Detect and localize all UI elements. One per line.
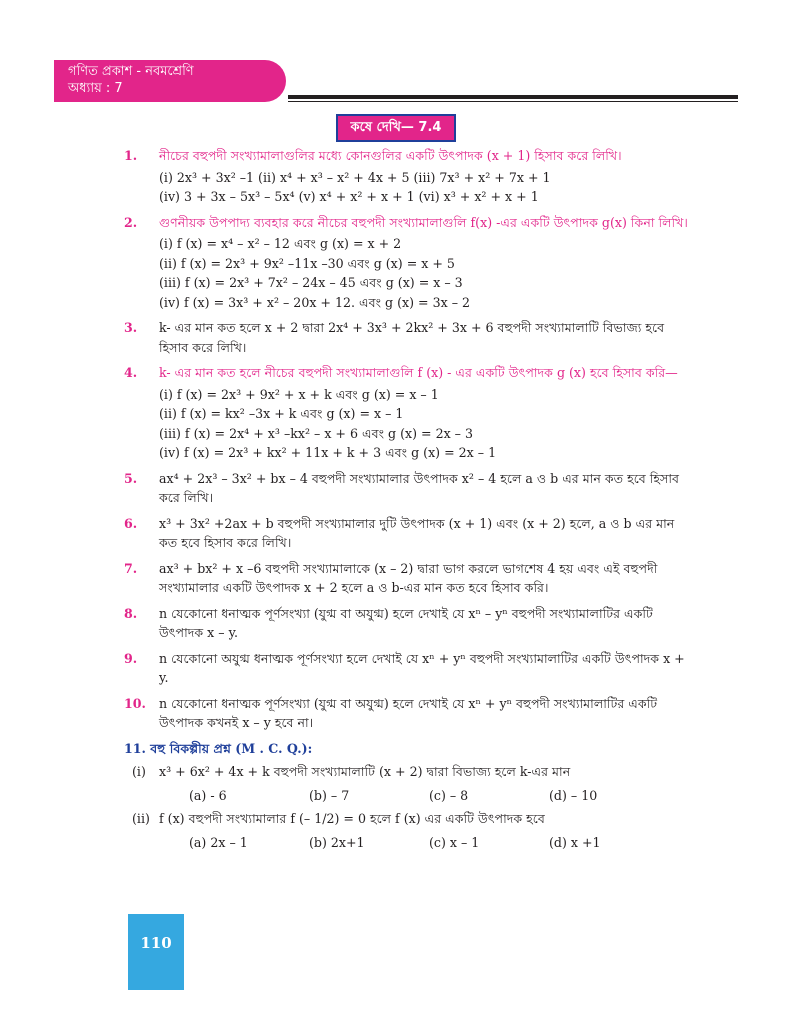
mcq-question: f (x) বহুপদী সংখ্যামালার f (– 1/2) = 0 হলে f (x) এর একটি উৎপাদক হবে bbox=[159, 811, 545, 826]
question-5 bbox=[124, 469, 694, 508]
header-rule-thin bbox=[288, 101, 738, 102]
mcq-options bbox=[159, 786, 694, 806]
question-6 bbox=[124, 514, 694, 553]
mcq-option: (b) – 7 bbox=[309, 787, 350, 803]
question-8 bbox=[124, 604, 694, 643]
question-1 bbox=[124, 146, 694, 207]
question-number: 3. bbox=[124, 320, 138, 335]
mcq-option: (d) – 10 bbox=[549, 787, 598, 803]
page-number-box bbox=[128, 914, 184, 990]
question-number: 9. bbox=[124, 650, 138, 666]
mcq-options bbox=[159, 833, 694, 853]
question-part: (iv) 3 + 3x – 5x³ – 5x⁴ (v) x⁴ + x² + x + 1 (vi) x³ + x² + x + 1 bbox=[159, 189, 539, 204]
mcq-heading: 11. বহু বিকল্পীয় প্রশ্ন (M . C. Q.): bbox=[124, 740, 313, 756]
question-text: ax³ + bx² + x –6 বহুপদী সংখ্যামালাকে (x – 2) দ্বারা ভাগ করলে ভাগশেষ 4 হয় এবং এই বহুপদী সংখ্যামালার একটি উৎপাদক x + 2 হলে a ও b-এর মান কত হবে হিসাব করি। bbox=[159, 560, 658, 595]
mcq-option: (b) 2x+1 bbox=[309, 834, 365, 850]
question-text: n যেকোনো ধনাত্মক পূর্ণসংখ্যা (যুগ্ম বা অযুগ্ম) হলে দেখাই যে xⁿ + yⁿ বহুপদী সংখ্যামালাটির একটি উৎপাদক কখনই x – y হবে না। bbox=[159, 695, 658, 730]
question-part: (iv) f (x) = 2x³ + kx² + 11x + k + 3 এবং g (x) = 2x – 1 bbox=[159, 445, 497, 460]
mcq-item-1 bbox=[124, 762, 694, 805]
question-text: k- এর মান কত হলে x + 2 দ্বারা 2x⁴ + 3x³ + 2kx² + 3x + 6 বহুপদী সংখ্যামালাটি বিভাজ্য হবে হিসাব করে লিখি। bbox=[159, 320, 665, 355]
exercise-content bbox=[124, 146, 694, 856]
question-part: (iii) f (x) = 2x³ + 7x² – 24x – 45 এবং g (x) = x – 3 bbox=[159, 275, 463, 290]
mcq-roman: (i) bbox=[132, 764, 146, 779]
mcq-option: (c) x – 1 bbox=[429, 834, 480, 850]
mcq-roman: (ii) bbox=[132, 811, 150, 826]
question-10 bbox=[124, 694, 694, 733]
question-text: ax⁴ + 2x³ – 3x² + bx – 4 বহুপদী সংখ্যামালার উৎপাদক x² – 4 হলে a ও b এর মান কত হবে হিসাব করে লিখি। bbox=[159, 470, 680, 505]
book-title: গণিত প্রকাশ - নবমশ্রেণি bbox=[68, 64, 194, 79]
question-number: 6. bbox=[124, 515, 138, 531]
question-part: (i) 2x³ + 3x² –1 (ii) x⁴ + x³ – x² + 4x + 5 (iii) 7x³ + x² + 7x + 1 bbox=[159, 169, 551, 185]
question-text: n যেকোনো অযুগ্ম ধনাত্মক পূর্ণসংখ্যা হলে দেখাই যে xⁿ + yⁿ বহুপদী সংখ্যামালাটির একটি উৎপাদক x + y. bbox=[159, 650, 685, 685]
question-text: নীচের বহুপদী সংখ্যামালাগুলির মধ্যে কোনগুলির একটি উৎপাদক (x + 1) হিসাব করে লিখি। bbox=[159, 148, 622, 163]
question-text: n যেকোনো ধনাত্মক পূর্ণসংখ্যা (যুগ্ম বা অযুগ্ম) হলে দেখাই যে xⁿ – yⁿ বহুপদী সংখ্যামালাটির একটি উৎপাদক x – y. bbox=[159, 605, 653, 640]
mcq-option: (c) – 8 bbox=[429, 787, 469, 803]
question-number: 5. bbox=[124, 470, 138, 486]
question-number: 2. bbox=[124, 214, 138, 230]
mcq-question: x³ + 6x² + 4x + k বহুপদী সংখ্যামালাটি (x + 2) দ্বারা বিভাজ্য হলে k-এর মান bbox=[159, 764, 571, 779]
question-number: 10. bbox=[124, 695, 146, 711]
question-part: (ii) f (x) = 2x³ + 9x² –11x –30 এবং g (x) = x + 5 bbox=[159, 255, 455, 271]
exercise-title: কষে দেখি— 7.4 bbox=[336, 114, 456, 142]
question-number: 1. bbox=[124, 148, 138, 163]
mcq-option: (d) x +1 bbox=[549, 834, 601, 850]
question-text: x³ + 3x² +2ax + b বহুপদী সংখ্যামালার দুটি উৎপাদক (x + 1) এবং (x + 2) হলে, a ও b এর মান কত হবে হিসাব করে লিখি। bbox=[159, 515, 675, 550]
question-9 bbox=[124, 649, 694, 688]
mcq-item-2 bbox=[124, 809, 694, 852]
question-text: k- এর মান কত হলে নীচের বহুপদী সংখ্যামালাগুলি f (x) - এর একটি উৎপাদক g (x) হবে হিসাব করি— bbox=[159, 365, 678, 380]
question-part: (i) f (x) = 2x³ + 9x² + x + k এবং g (x) = x – 1 bbox=[159, 386, 439, 402]
mcq-option: (a) 2x – 1 bbox=[189, 834, 248, 850]
chapter-header-tab bbox=[54, 60, 286, 102]
question-3 bbox=[124, 318, 694, 357]
question-number: 7. bbox=[124, 560, 138, 576]
question-4 bbox=[124, 363, 694, 463]
question-text: গুণনীয়ক উপপাদ্য ব্যবহার করে নীচের বহুপদী সংখ্যামালাগুলি f(x) -এর একটি উৎপাদক g(x) কিনা লিখি। bbox=[159, 214, 688, 230]
question-2 bbox=[124, 213, 694, 313]
mcq-option: (a) - 6 bbox=[189, 787, 227, 803]
question-7 bbox=[124, 559, 694, 598]
question-part: (iii) f (x) = 2x⁴ + x³ –kx² – x + 6 এবং g (x) = 2x – 3 bbox=[159, 425, 473, 441]
question-number: 8. bbox=[124, 605, 138, 621]
question-part: (i) f (x) = x⁴ – x² – 12 এবং g (x) = x + 2 bbox=[159, 236, 402, 251]
page-number: 110 bbox=[140, 934, 172, 952]
chapter-label: অধ্যায় : 7 bbox=[68, 81, 123, 96]
question-part: (iv) f (x) = 3x³ + x² – 20x + 12. এবং g (x) = 3x – 2 bbox=[159, 294, 471, 310]
header-rule-thick bbox=[288, 95, 738, 99]
question-number: 4. bbox=[124, 365, 138, 380]
question-part: (ii) f (x) = kx² –3x + k এবং g (x) = x – 1 bbox=[159, 406, 404, 421]
